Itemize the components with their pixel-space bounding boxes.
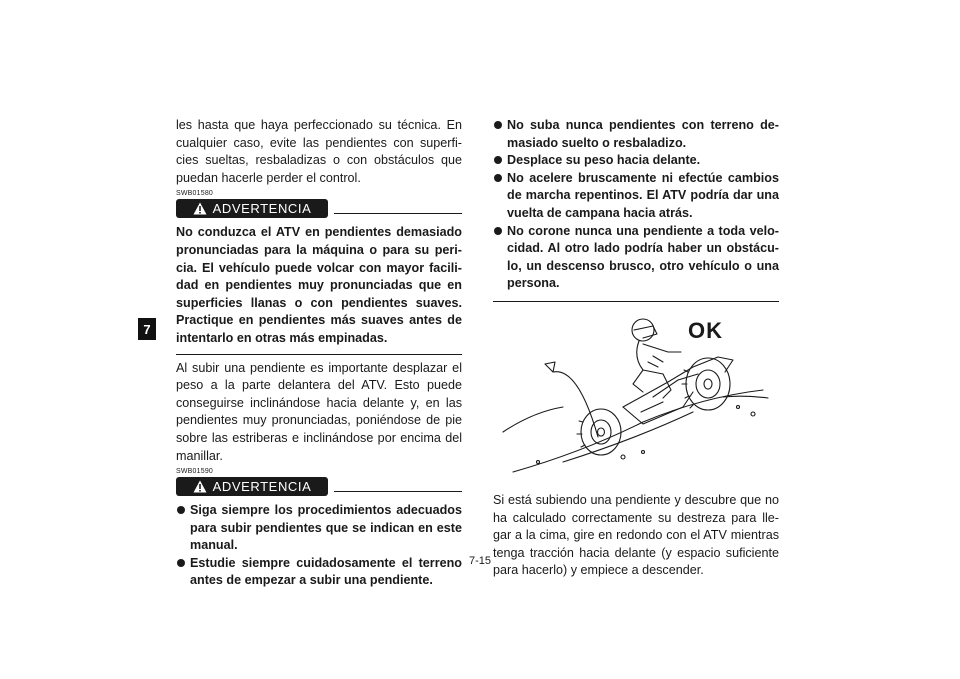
warning-text: No conduzca el ATV en pendientes demasiado pronunciadas para la máquina o para su peri-cia. El vehículo puede volcar con mayor facili-dad en pendientes muy pronunciadas que en superficies llanas o con pendientes suaves. Practique en pendientes más suaves antes de intentarlo en otras más empinadas. [176,225,462,345]
warning-badge [176,477,328,496]
bullet-icon [177,506,185,514]
warning-triangle-icon [193,480,207,493]
atv-rider-illustration [493,312,779,482]
left-column [176,117,462,590]
list-item: Desplace su peso hacia delante. [493,152,779,170]
list-item: No acelere bruscamente ni efectúe cambios de marcha repentinos. El ATV podría dar una vuelta de campana hacia atrás. [493,170,779,223]
list-item: Siga siempre los procedimientos adecuados para subir pendientes que se indican en este manual. [176,502,462,555]
bullet-icon [494,121,502,129]
intro-paragraph: les hasta que haya perfeccionado su técnica. En cualquier caso, evite las pendientes con superfi-cies sueltas, resbaladizas o con obstáculos que puedan hacerle perder el control. [176,118,462,185]
warning-badge [176,199,328,218]
bullet-icon [494,227,502,235]
warning-code: SWB01590 [176,468,214,476]
list-item: No corone nunca una pendiente a toda velo-cidad. Al otro lado podría haber un obstácu-lo, un descenso brusco, otro vehículo o una persona. [493,223,779,293]
warning-label: ADVERTENCIA [212,479,312,495]
warning-end-rule [493,301,779,302]
bullet-icon [494,156,502,164]
warning-header [176,199,462,218]
bullet-icon [494,174,502,182]
warning-end-rule [176,354,462,355]
warning-bullet-list [176,502,462,590]
warning-label: ADVERTENCIA [212,201,312,217]
warning-divider [334,491,462,492]
climb-paragraph: Al subir una pendiente es importante desplazar el peso a la parte delantera del ATV. Esto puede conseguirse inclinándose hacia delante y, en las pendientes muy pronunciadas, poniéndose de pie sobre las estriberas e inclinándose por encima del manillar. [176,360,462,463]
warning-code: SWB01580 [176,190,214,198]
right-column [493,117,779,580]
warning-bullet-list [493,117,779,293]
warning-triangle-icon [193,202,207,215]
page-number: 7-15 [468,555,492,567]
warning-header [176,477,462,496]
descend-paragraph: Si está subiendo una pendiente y descubre que no ha calculado correctamente su destreza para lle-gar a la cima, gire en redondo con el ATV mientras tenga tracción hacia delante (y espacio suficiente para hacerlo) y empiece a descender. [493,492,779,578]
ok-label: OK [688,317,723,343]
chapter-tab: 7 [138,318,156,340]
warning-divider [334,213,462,214]
list-item: Estudie siempre cuidadosamente el terreno antes de empezar a subir una pendiente. [176,555,462,590]
atv-hill-climb-illustration [493,312,779,482]
list-item: No suba nunca pendientes con terreno de-masiado suelto o resbaladizo. [493,117,779,152]
